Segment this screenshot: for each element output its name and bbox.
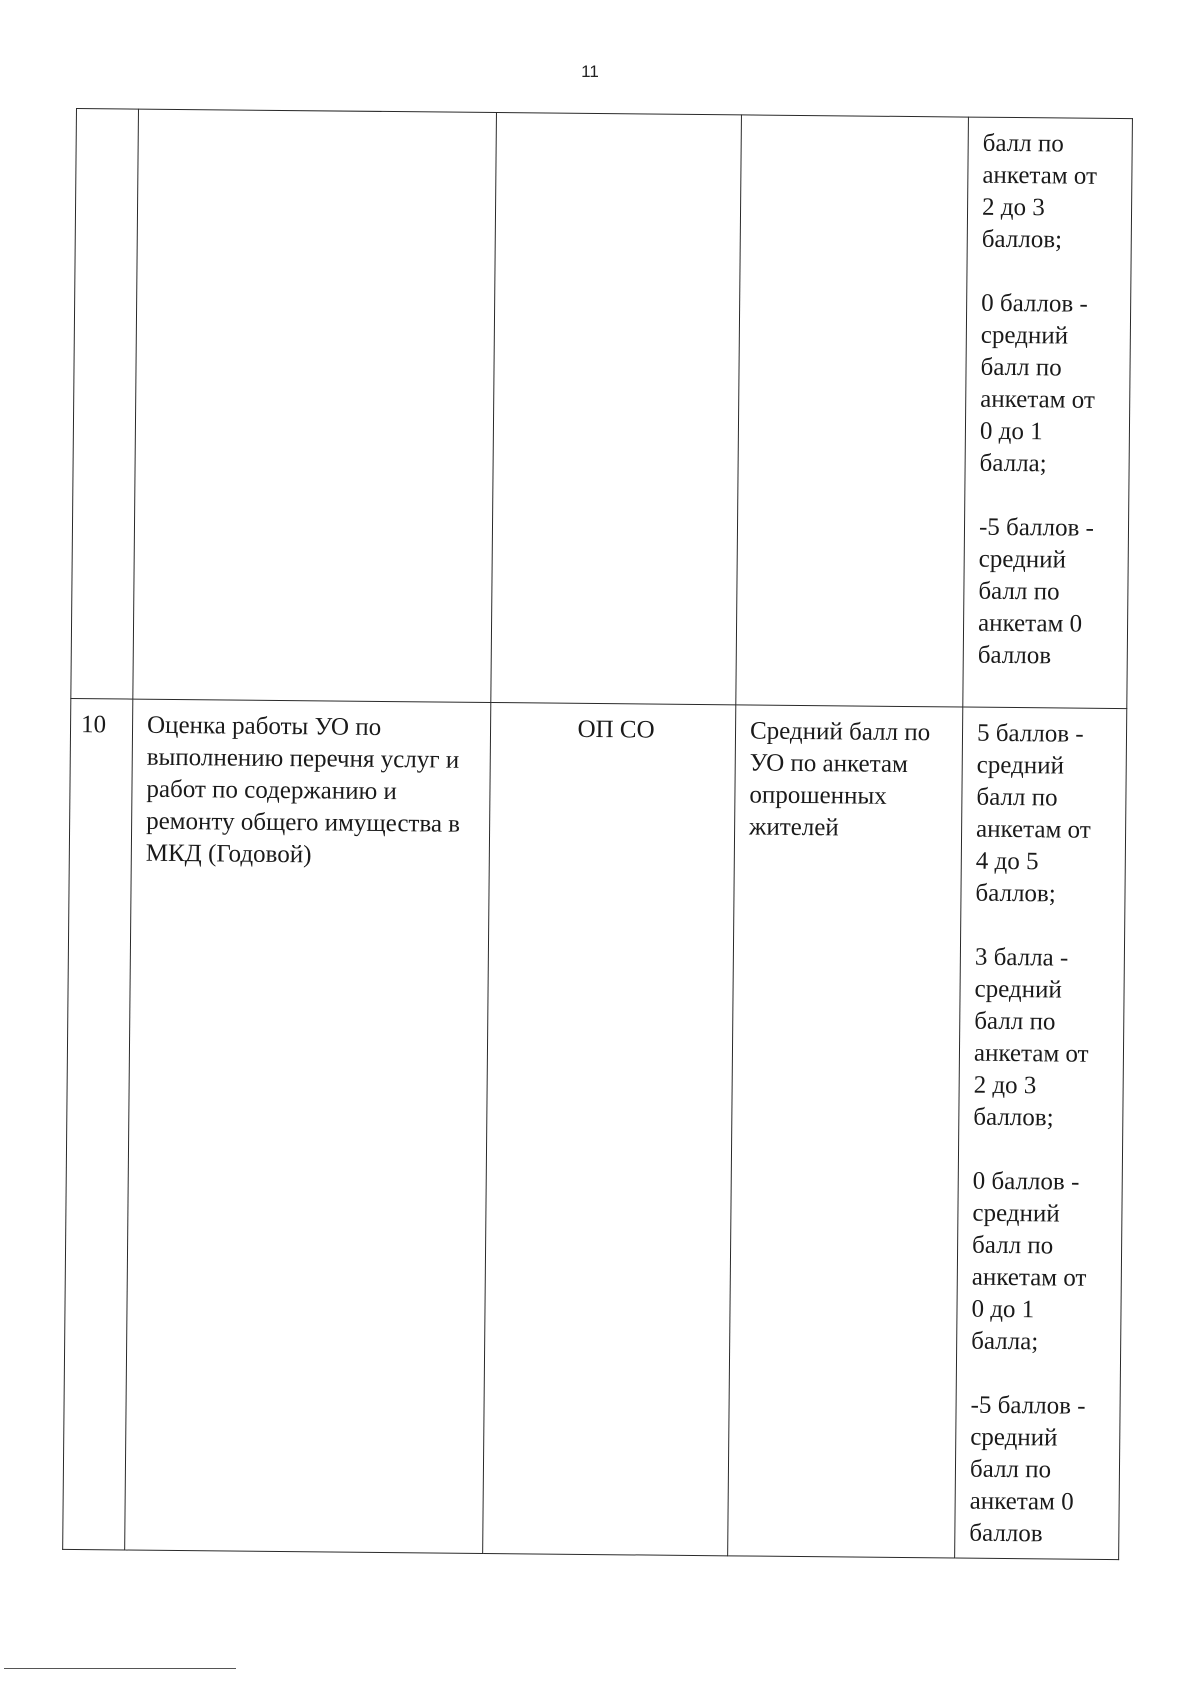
score-criterion: 3 балла - средний балл по анкетам от 2 до 3 баллов;: [973, 943, 1089, 1132]
score-criterion: 5 баллов - средний балл по анкетам от 4 до 5 баллов;: [975, 719, 1091, 908]
indicator-name-cell: [133, 109, 497, 702]
data-source-cell: [491, 113, 742, 705]
calculation-method-cell: Средний балл по УО по анкетам опрошенных жителей: [728, 705, 963, 1558]
scores-cell: [955, 707, 1127, 1560]
scores-cell: [963, 117, 1133, 709]
score-criterion: балл по анкетам от 2 до 3 баллов;: [981, 129, 1098, 254]
indicator-name-cell: Оценка работы УО по выполнению перечня услуг и работ по содержанию и ремонту общего имущества в МКД (Годовой): [125, 699, 491, 1553]
row-number-cell: [71, 109, 139, 700]
score-criterion: -5 баллов - средний балл по анкетам 0 баллов: [977, 513, 1095, 670]
score-criterion: 0 баллов - средний балл по анкетам от 0 до 1 балла;: [971, 1167, 1087, 1356]
score-criterion: -5 баллов - средний балл по анкетам 0 баллов: [969, 1391, 1086, 1548]
table-row-continuation: [71, 109, 1133, 709]
indicators-table: [62, 108, 1133, 1560]
table-row-10: [63, 698, 1127, 1559]
score-criterion: 0 баллов - средний балл по анкетам от 0 до 1 балла;: [979, 289, 1095, 478]
row-number-cell: 10: [63, 698, 133, 1550]
data-source-cell: ОП СО: [483, 703, 736, 1556]
calculation-method-cell: [736, 115, 969, 707]
footnote-separator: [4, 1668, 236, 1669]
page-number: 11: [581, 62, 599, 81]
